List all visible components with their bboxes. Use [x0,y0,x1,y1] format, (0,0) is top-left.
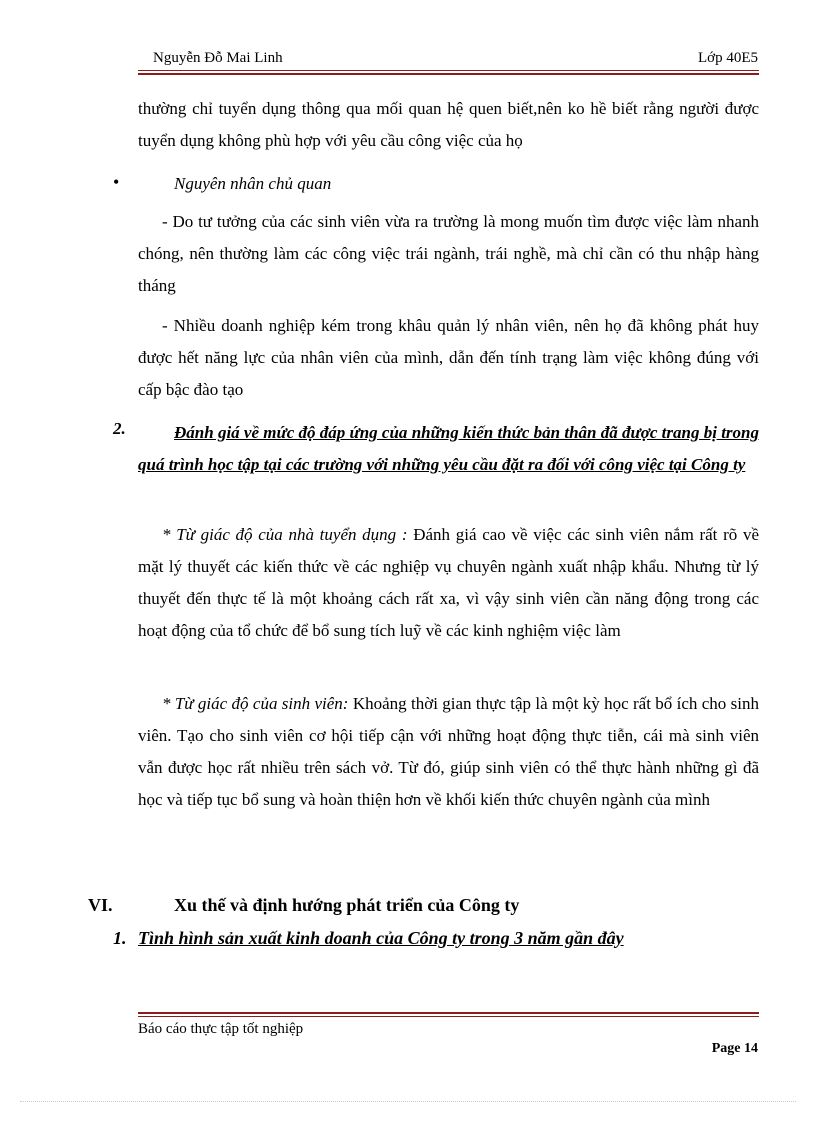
section-2-number: 2. [113,419,126,438]
subsection-1-title: Tình hình sản xuất kinh doanh của Công ty trong 3 năm gần đây [138,928,624,948]
header-author: Nguyễn Đỗ Mai Linh [153,50,283,66]
header-class: Lớp 40E5 [697,50,758,66]
paragraph-reason-2: - Nhiều doanh nghiệp kém trong khâu quản lý nhân viên, nên họ đã không phát huy được hết năng lực của nhân viên của mình, dẫn đến tính trạng làm việc không đúng với cấp bậc đào tạo [138,316,759,399]
footer-text: Báo cáo thực tập tốt nghiệp [138,1021,304,1037]
student-text: Khoảng thời gian thực tập là một kỳ học rất bổ ích cho sinh viên. Tạo cho sinh viên cơ hội tiếp cận với những hoạt động thực tiễn, cái mà sinh viên vẫn được học rất nhiều trên sách vở. Từ đó, giúp sinh viên có thể thực hành những gì đã học và tiếp tục bổ sung và hoàn thiện hơn về khối kiến thức chuyên ngành của mình [138,694,760,809]
paragraph-student [138,688,759,816]
paragraph-reason-1: - Do tư tưởng của các sinh viên vừa ra trường là mong muốn tìm được việc làm nhanh chóng, nên thường làm các công việc trái ngành, trái nghề, mà chỉ cần có thu nhập hàng tháng [138,212,759,295]
section-6-title: Xu thế và định hướng phát triển của Công ty [174,895,520,915]
bullet-icon: • [113,172,120,192]
student-lead: * Từ giác độ của sinh viên: [162,694,349,713]
page-number: Page 14 [711,1041,758,1056]
employer-text: Đánh giá cao về việc các sinh viên nắm rất rõ về mặt lý thuyết các kiến thức về các nghiệp vụ chuyên ngành xuất nhập khẩu. Nhưng từ lý thuyết đến thực tế là một khoảng cách rất xa, vì vậy sinh viên cần năng động trong các hoạt động của tổ chức để bổ sung tích luỹ về các kinh nghiệm việc làm [138,525,759,640]
header-rule [138,70,759,75]
paragraph-continuation: thường chỉ tuyển dụng thông qua mối quan hệ quen biết,nên ko hề biết rằng người được tuyển dụng không phù hợp với yêu cầu công việc của họ [138,99,759,150]
footer-rule [138,1012,759,1017]
bullet-label: Nguyên nhân chủ quan [174,174,332,193]
section-2-title: Đánh giá về mức độ đáp ứng của những kiến thức bản thân đã được trang bị trong quá trình học tập tại các trường với những yêu cầu đặt ra đối với công việc tại Công ty [138,423,759,474]
employer-lead: * Từ giác độ của nhà tuyển dụng : [162,525,408,544]
subsection-1-number: 1. [113,928,127,948]
page-boundary [20,1101,796,1102]
section-6-number: VI. [88,895,113,915]
paragraph-employer [138,519,759,647]
